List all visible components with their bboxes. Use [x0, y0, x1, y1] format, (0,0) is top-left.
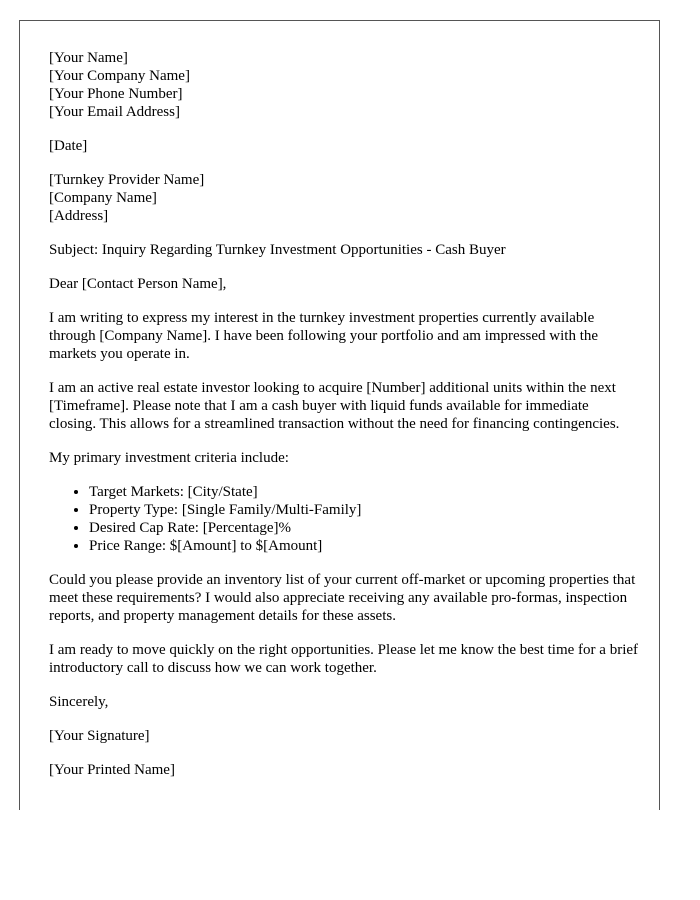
criteria-item-price-range: • Price Range: $[Amount] to $[Amount]: [89, 537, 639, 555]
paragraph-investor: I am an active real estate investor looking to acquire [Number] additional units within the next [Timeframe]. Please note that I am a cash buyer with liquid funds available for immediate closing. This allows for a streamlined transaction without the need for financing contingencies.: [49, 380, 620, 432]
criteria-item-property-type: • Property Type: [Single Family/Multi-Family]: [89, 501, 639, 519]
sender-phone: [Your Phone Number]: [49, 86, 183, 102]
criteria-item-cap-rate: • Desired Cap Rate: [Percentage]%: [89, 519, 639, 537]
date-block: [49, 137, 639, 155]
subject-line: Subject: Inquiry Regarding Turnkey Investment Opportunities - Cash Buyer: [49, 242, 506, 258]
sender-name: [Your Name]: [49, 50, 128, 66]
paragraph-call-request: I am ready to move quickly on the right opportunities. Please let me know the best time for a brief introductory call to discuss how we can work together.: [49, 642, 639, 676]
sender-block: [49, 49, 639, 121]
letter-page: [19, 20, 660, 810]
paragraph-inventory-request: Could you please provide an inventory list of your current off-market or upcoming properties that meet these requirements? I would also appreciate receiving any available pro-formas, inspection reports, and property management details for these assets.: [49, 572, 636, 624]
recipient-address: [Address]: [49, 208, 109, 224]
printed-name-placeholder: [Your Printed Name]: [49, 762, 175, 778]
letter-body: [49, 49, 639, 795]
criteria-item-markets: • Target Markets: [City/State]: [89, 483, 639, 501]
letter-date: [Date]: [49, 138, 88, 154]
paragraph-interest: I am writing to express my interest in the turnkey investment properties currently available through [Company Name]. I have been following your portfolio and am impressed with the markets you operate in.: [49, 310, 599, 362]
criteria-list: [49, 483, 639, 555]
sign-off: Sincerely,: [49, 694, 109, 710]
sender-email: [Your Email Address]: [49, 104, 180, 120]
recipient-company: [Company Name]: [49, 190, 157, 206]
paragraph-criteria-intro: My primary investment criteria include:: [49, 450, 289, 466]
recipient-provider: [Turnkey Provider Name]: [49, 172, 205, 188]
signature-placeholder: [Your Signature]: [49, 728, 150, 744]
sender-company: [Your Company Name]: [49, 68, 190, 84]
recipient-block: [49, 171, 639, 225]
salutation: Dear [Contact Person Name],: [49, 276, 227, 292]
